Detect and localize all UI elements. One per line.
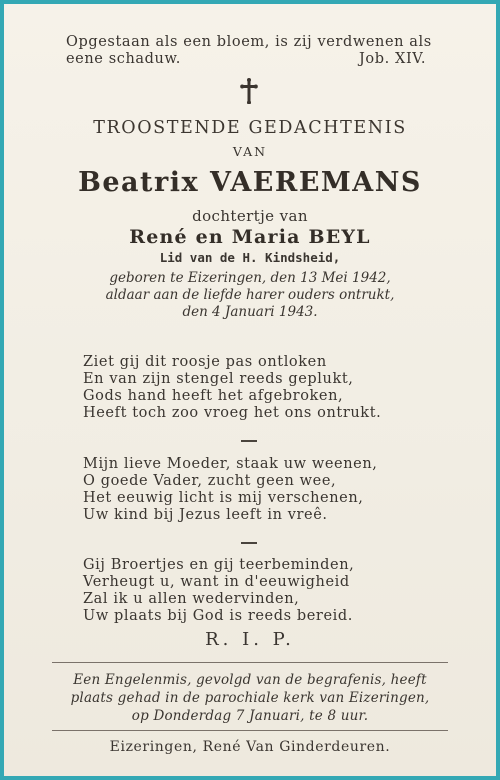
deceased-name: Beatrix VAEREMANS	[78, 167, 422, 198]
parents-names: René en Maria BEYL	[129, 226, 371, 248]
verse-line: Verheugt u, want in d'eeuwigheid	[83, 574, 350, 590]
burial-line-3: op Donderdag 7 Januari, te 8 uur.	[131, 708, 369, 724]
memorial-title: TROOSTENDE GEDACHTENIS	[93, 118, 407, 138]
motto-line-2: eene schaduw.	[66, 51, 181, 67]
printer-line: Eizeringen, René Van Ginderdeuren.	[109, 739, 391, 755]
bottom-rule	[52, 730, 448, 731]
death-line: aldaar aan de liefde harer ouders ontrukt,	[105, 287, 395, 303]
verse-divider	[241, 542, 257, 544]
verse-line: Zal ik u allen wedervinden,	[83, 591, 300, 607]
verse-line: O goede Vader, zucht geen wee,	[83, 473, 337, 489]
card-paper	[4, 4, 496, 776]
verse-line: En van zijn stengel reeds geplukt,	[83, 371, 354, 387]
cross-icon	[240, 78, 258, 104]
verse-line: Heeft toch zoo vroeg het ons ontrukt.	[83, 405, 382, 421]
verse-line: Gods hand heeft het afgebroken,	[83, 388, 344, 404]
top-rule	[52, 662, 448, 663]
verse-line: Het eeuwig licht is mij verschenen,	[83, 490, 364, 506]
verse-line: Uw plaats bij God is reeds bereid.	[83, 608, 353, 624]
death-date: den 4 Januari 1943.	[182, 304, 318, 320]
verse-line: Gij Broertjes en gij teerbeminden,	[83, 557, 355, 573]
burial-line-1: Een Engelenmis, gevolgd van de begrafenis, heeft	[73, 672, 427, 688]
motto-line-1: Opgestaan als een bloem, is zij verdwenen als	[66, 34, 432, 50]
birth-line: geboren te Eizeringen, den 13 Mei 1942,	[109, 270, 391, 286]
verse-line: Uw kind bij Jezus leeft in vreê.	[83, 507, 328, 523]
rip-text: R. I. P.	[205, 629, 295, 650]
memorial-card	[4, 4, 496, 776]
van-label: VAN	[232, 144, 268, 159]
verse-line: Ziet gij dit roosje pas ontloken	[83, 354, 327, 370]
verse-divider	[241, 440, 257, 442]
burial-line-2: plaats gehad in de parochiale kerk van Eizeringen,	[70, 690, 430, 706]
membership-line: Lid van de H. Kindsheid,	[159, 250, 341, 265]
motto-reference: Job. XIV.	[359, 51, 427, 67]
daughter-of-label: dochtertje van	[192, 207, 308, 225]
verse-line: Mijn lieve Moeder, staak uw weenen,	[83, 456, 378, 472]
